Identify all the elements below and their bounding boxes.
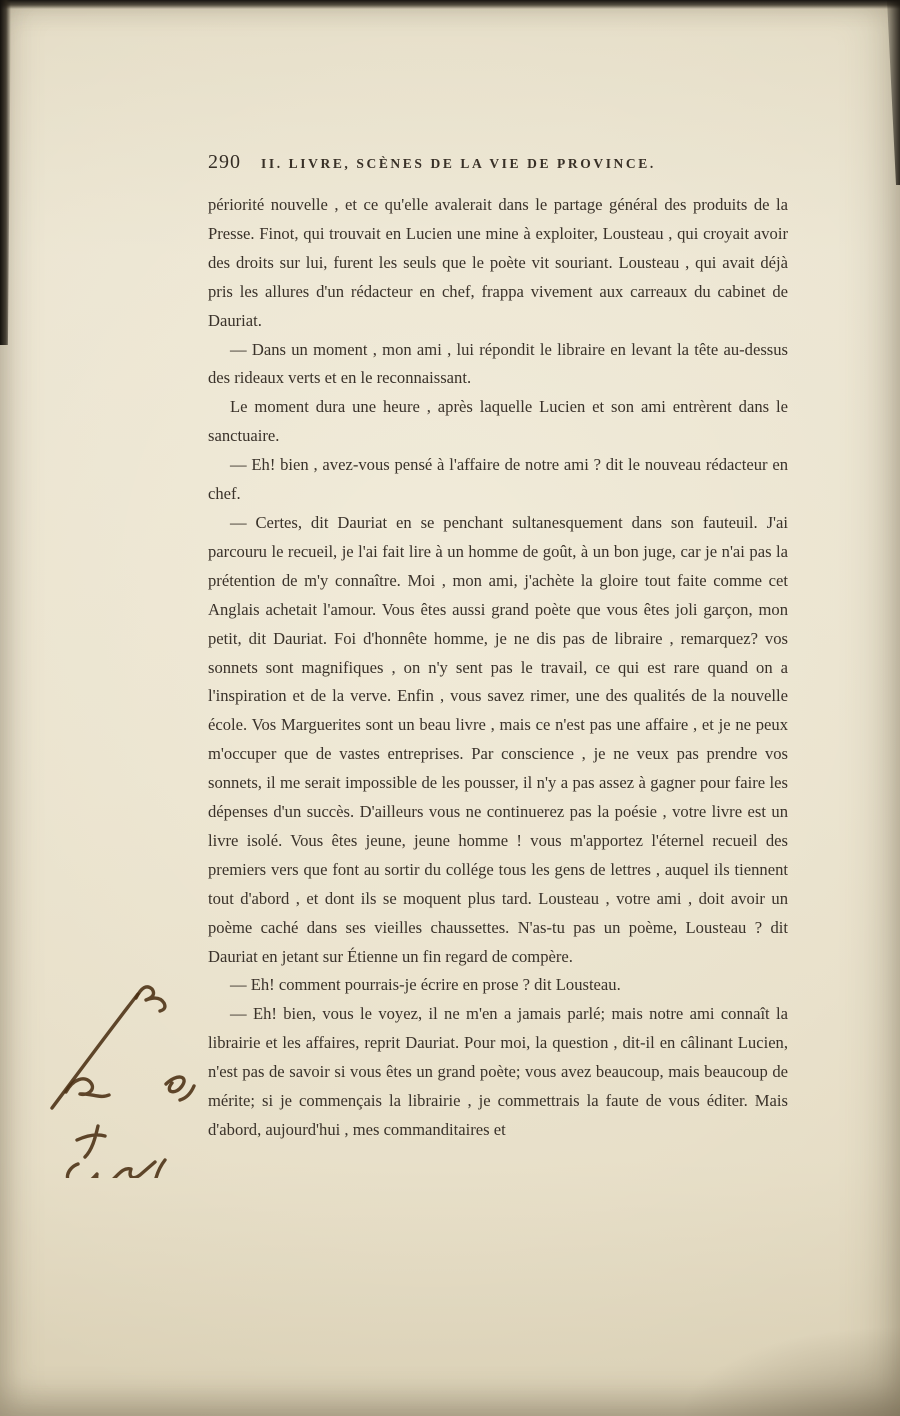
handwritten-margin-annotation: [38, 968, 218, 1178]
paragraph: périorité nouvelle , et ce qu'elle avalerait dans le partage général des produits de la Presse. Finot, qui trouvait en Lucien une mine à exploiter, Lousteau , qui croyait avoir des droits sur lui, furent les seuls que le poète vit souriant. Lousteau , qui avait déjà pris les allures d'un rédacteur en chef, frappa vivement aux carreaux du cabinet de Dauriat.: [208, 195, 788, 330]
page-number: 290: [208, 151, 241, 173]
paragraph: Le moment dura une heure , après laquelle Lucien et son ami entrèrent dans le sanctuaire.: [208, 397, 788, 446]
scan-edge-right: [880, 0, 900, 185]
text-block: [208, 191, 788, 1145]
paragraph: — Eh! bien, vous le voyez, il ne m'en a jamais parlé; mais notre ami connaît la librairie et les affaires, reprit Dauriat. Pour moi, la question , dit-il en câlinant Lucien, n'est pas de savoir si vous êtes un grand poète; vous avez beaucoup, mais beaucoup de mérite; si je commençais la librairie , je commettrais la faute de vous éditer. Mais d'abord, aujourd'hui , mes commanditaires et: [208, 1004, 788, 1139]
scan-edge-top: [0, 0, 900, 9]
scan-edge-left: [0, 0, 11, 345]
paragraph: — Certes, dit Dauriat en se penchant sultanesquement dans son fauteuil. J'ai parcouru le recueil, je l'ai fait lire à un homme de goût, à un bon juge, car je n'ai pas la prétention de m'y connaître. Moi , mon ami, j'achète la gloire tout faite comme cet Anglais achetait l'amour. Vous êtes aussi grand poète que vous êtes joli garçon, mon petit, dit Dauriat. Foi d'honnête homme, je ne dis pas de libraire , remarquez? vos sonnets sont magnifiques , on n'y sent pas le travail, ce qui est rare quand on a l'inspiration et de la verve. Enfin , vous savez rimer, une des qualités de la nouvelle école. Vos Marguerites sont un beau livre , mais ce n'est pas une affaire , et je ne peux m'occuper que de vastes entreprises. Par conscience , je ne veux pas prendre vos sonnets, il me serait impossible de les pousser, il n'y a pas assez à gagner pour faire les dépenses d'un succès. D'ailleurs vous ne continuerez pas la poésie , votre livre est un livre isolé. Vous êtes jeune, jeune homme ! vous m'apportez l'éternel recueil des premiers vers que font au sortir du collége tous les gens de lettres , auquel ils tiennent tout d'abord , et dont ils se moquent plus tard. Lousteau , votre ami , doit avoir un poème caché dans ses vieilles chaussettes. N'as-tu pas un poème, Lousteau ? dit Dauriat en jetant sur Étienne un fin regard de compère.: [208, 512, 788, 966]
paragraph: — Eh! comment pourrais-je écrire en prose ? dit Lousteau.: [230, 975, 621, 995]
scan-shadow-bottom-right: [680, 1326, 900, 1416]
paragraph: — Dans un moment , mon ami , lui répondit le libraire en levant la tête au-dessus des rideaux verts et en le reconnaissant.: [208, 339, 788, 388]
running-title: II. LIVRE, SCÈNES DE LA VIE DE PROVINCE.: [261, 156, 656, 171]
page-header: [208, 151, 788, 174]
paragraph: — Eh! bien , avez-vous pensé à l'affaire de notre ami ? dit le nouveau rédacteur en chef.: [208, 455, 788, 504]
